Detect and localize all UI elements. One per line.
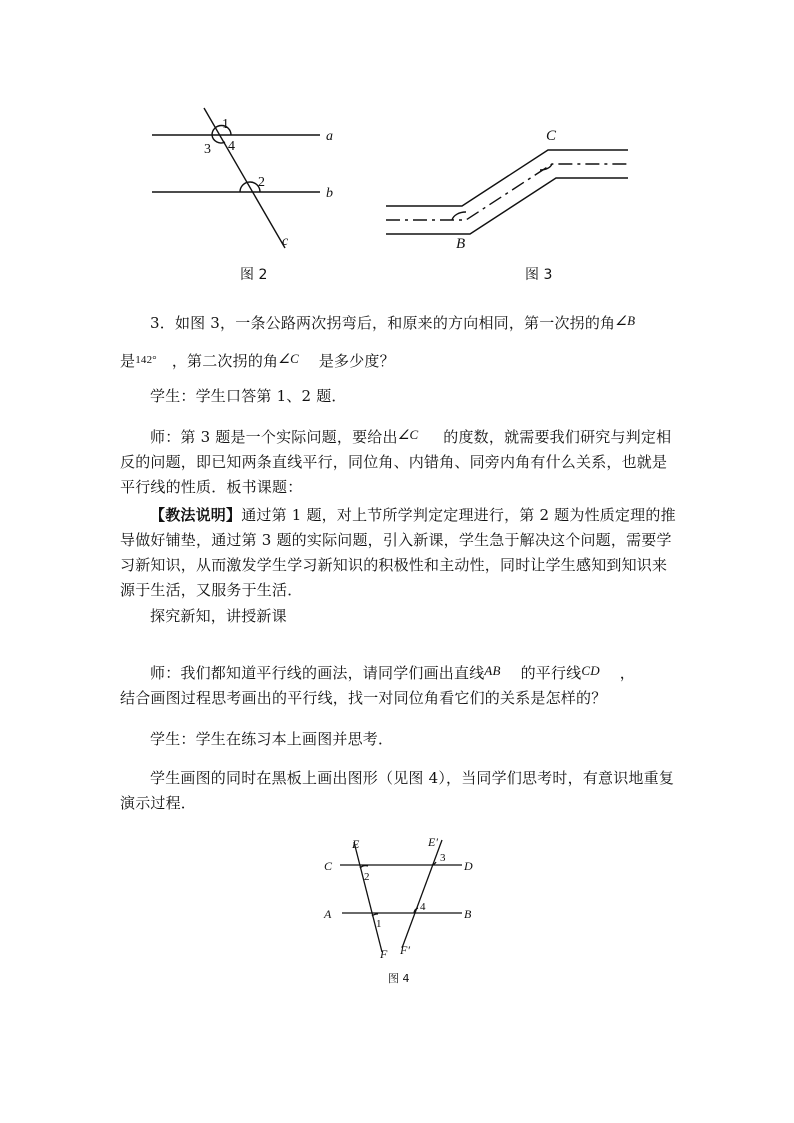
fig4-label-D: D	[464, 859, 473, 873]
teacher-paragraph-2-line2: 结合画图过程思考画出的平行线，找一对同位角看它们的关系是怎样的？	[120, 689, 607, 707]
figure-2	[140, 100, 360, 260]
problem-3: 3．如图 3，一条公路两次拐弯后，和原来的方向相同，第一次拐的角∠B 是$^{142^\circ}$ ，第二次拐的角∠C 是多少度？	[120, 313, 636, 370]
fig4-label-2: 2	[364, 871, 370, 883]
teacher-paragraph-2: 师：我们都知道平行线的画法，请同学们画出直线AB 的平行线CD ，	[150, 663, 635, 682]
fig2-label-b: b	[326, 186, 333, 201]
angle-C: ∠C	[278, 351, 299, 366]
figure-4-caption: 图 4	[388, 972, 410, 985]
student-answer-2: 学生：学生在练习本上画图并思考．	[150, 730, 394, 748]
line-c	[204, 108, 285, 248]
fig4-label-A: A	[324, 907, 332, 921]
angle-C-arc	[540, 164, 552, 170]
angle-B: ∠B	[615, 313, 636, 328]
fig2-label-2: 2	[258, 175, 265, 190]
fig4-label-4: 4	[420, 901, 426, 913]
student-answer-1: 学生：学生口答第 1、2 题．	[150, 387, 347, 405]
figure-3-caption: 图 3	[525, 267, 553, 283]
line-EF	[354, 842, 382, 952]
fig2-label-a: a	[326, 129, 333, 144]
teacher-paragraph-1: 师：第 3 题是一个实际问题，要给出∠C 的度数，就需要我们研究与判定相反的问题，即已知两条直线平行，同位角、内错角、同旁内角有什么关系，也就是平行线的性质．板书课题：	[120, 427, 672, 496]
fig2-label-3: 3	[204, 142, 211, 157]
teaching-note-label: 【教法说明】	[150, 506, 242, 524]
fig2-label-1: 1	[222, 117, 229, 132]
line-E2F2	[402, 840, 442, 948]
fig3-label-C: C	[546, 128, 557, 144]
fig2-label-4: 4	[228, 139, 235, 154]
fig4-label-E: E	[352, 837, 360, 851]
angle-B-arc	[452, 212, 466, 220]
figure-4	[314, 830, 494, 965]
road-centerline	[386, 164, 628, 220]
angle-C-inline: ∠C	[397, 427, 419, 442]
angle-2-arc	[360, 866, 368, 868]
teaching-note: 【教法说明】通过第 1 题，对上节所学判定定理进行，第 2 题为性质定理的推导做好铺垫，通过第 3 题的实际问题，引入新课，学生急于解决这个问题，需要学习新知识，从而激发学生学习新知识的积极性和主动性，同时让学生感知到知识来源于生活，又服务于生活．	[120, 506, 676, 599]
fig4-label-B: B	[464, 907, 472, 921]
fig4-label-3: 3	[440, 852, 446, 864]
figure-3	[380, 120, 640, 260]
section-heading: 探究新知，讲授新课	[150, 607, 287, 625]
line-AB: AB	[484, 663, 501, 678]
degree-142: 142°	[135, 354, 157, 366]
line-CD: CD	[581, 663, 600, 678]
fig4-label-1: 1	[376, 918, 382, 930]
fig4-label-F2: F′	[400, 943, 410, 957]
fig2-label-c: c	[282, 234, 289, 249]
demo-paragraph: 学生画图的同时在黑板上画出图形（见图 4），当同学们思考时，有意识地重复演示过程．	[120, 769, 675, 812]
fig4-label-E2: E′	[428, 835, 438, 849]
fig4-label-F: F	[380, 947, 388, 961]
fig3-label-B: B	[456, 236, 466, 252]
fig4-label-C: C	[324, 859, 333, 873]
figure-2-caption: 图 2	[240, 267, 268, 283]
